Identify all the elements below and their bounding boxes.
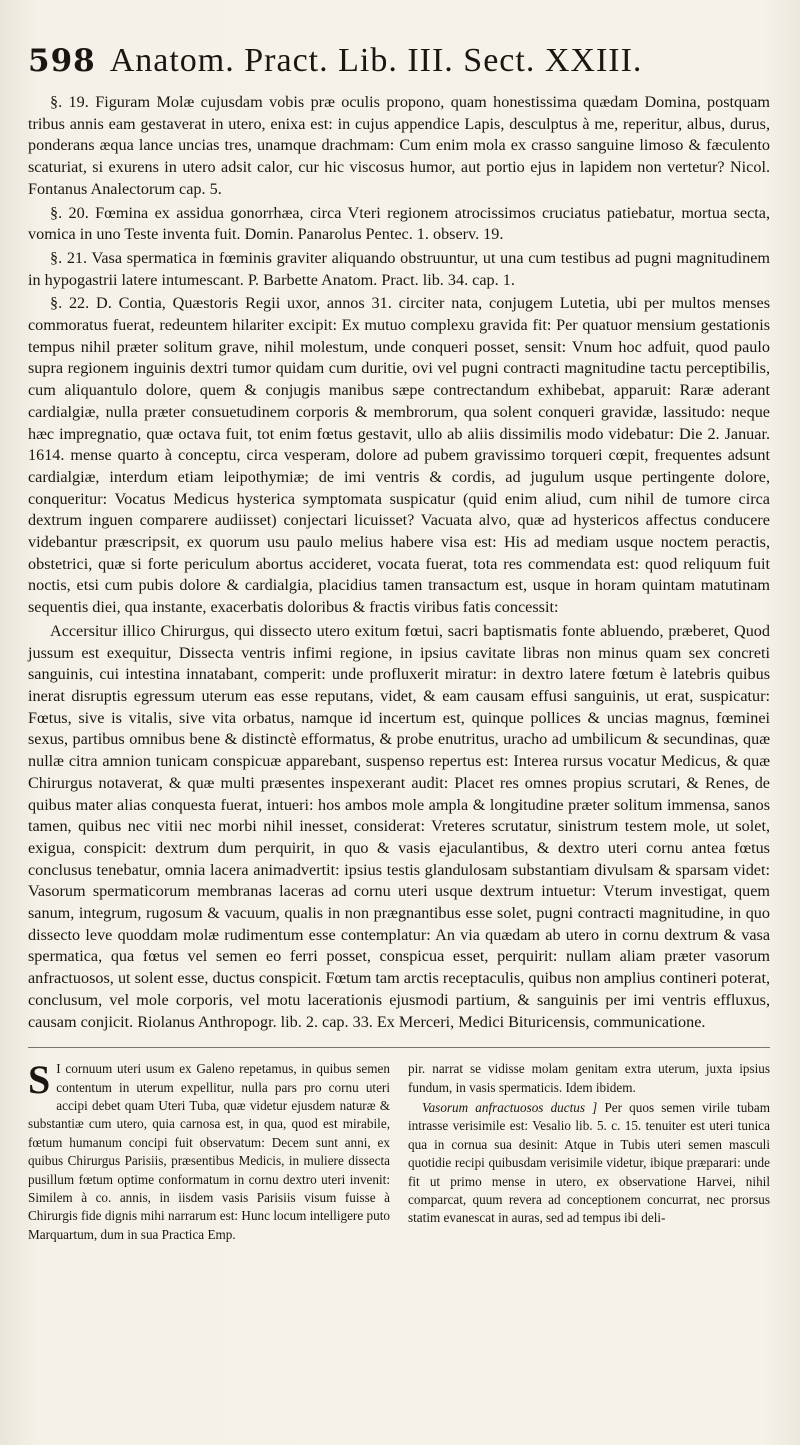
note-right-top: pir. narrat se vidisse molam genitam extra uterum, juxta ipsius fundum, in vasis spermaticis. Idem ibidem. bbox=[408, 1061, 770, 1095]
main-text bbox=[28, 92, 770, 1033]
paragraph-22: §. 22. D. Contia, Quæstoris Regii uxor, annos 31. circiter nata, conjugem Lutetia, ubi per multos menses commoratus fuerat, redeuntem hilariter excipit: Ex mutuo complexu gravida fit: Per quatuor mensium gestationis tempus nihil præter solitum grave, nihil molestum, unde conqueri posset, sensit: Vnum hoc adfuit, quod paulo supra regionem inguinis dextri tumor quidam cum duritie, ovi vel pugni contracti magnitudine tactu perceptibilis, cum aliquantulo dolore, quem & conjugis manibus sæpe contrectandum exhibebat, apparuit: Raræ aderant cardialgiæ, nulla præter consuetudinem corporis & membrorum, qua solent conqueri gravidæ, lassitudo: neque hæc impregnatio, quæ octava fuit, tot enim fœtus gestavit, ullo ab aliis dissimilis modo videbatur: Die 2. Januar. 1614. mense quarto à conceptu, circa vesperam, dolore ad pubem gravissimo torqueri cœpit, frequentes adsunt cardialgiæ, interdum etiam leipothymiæ; de imi ventris & cordis, ad jugulum usque pertingente dolore, conqueritur: Vocatus Medicus hysterica symptomata suspicatur (quid enim aliud, cum nihil de tumore circa dextrum inguen comparere audiisset) conjectari licuisset? Vacuata alvo, quæ ad hystericos affectus conducere videbantur præscripsit, ex quorum usu paulo melius habere visa est: His ad mediam usque noctem peractis, obstetrici, quæ si forte periculum abortus accideret, vocata fuerat, tota res commendata est: quod reliquum fuit noctis, etsi cum pubis dolore & cardialgia, placidius tamen transactum est, usque in horam quintam matutinam sequentis diei, qua instante, exacerbatis doloribus & fractis viribus fatis concessit: bbox=[28, 294, 770, 617]
note-right-text: Per quos semen virile tubam intrasse verisimile est: Vesalio lib. 5. c. 15. tenuiter est uteri tunica qua in cornua sua desinit: Atque in Tubis uteri semen masculi quotidie recipi quibusdam verisimile videtur, ibique præparari: unde fit ut primo mense in utero, ex observatione Harvei, nihil comparcat, quum revera ad conceptionem concurrat, nec prorsus statim evanescat in auras, sed ad tempus ibi deli- bbox=[408, 1100, 770, 1226]
divider-rule bbox=[28, 1047, 770, 1048]
commentary-notes bbox=[28, 1057, 770, 1244]
paragraph-21: §. 21. Vasa spermatica in fœminis graviter aliquando obstruuntur, ut una cum testibus ad pugni magnitudinem in hypogastrii latere intumescant. P. Barbette Anatom. Pract. lib. 34. cap. 1. bbox=[28, 248, 770, 289]
notes-left-column bbox=[28, 1057, 390, 1244]
note-left-text: I cornuum uteri usum ex Galeno repetamus, in quibus semen contentum in uterum expellitur, nulla pars pro cornu uteri accipi debet quam Uteri Tuba, quæ videtur ejusdem naturæ & substantiæ cum utero, quia carnosa est, in qua, quod est mirabile, fœtum humanum concipi fuit observatum: Decem sunt anni, ex quibus Chirurgus Parisiis, præsentibus Medicis, in muliere dissecta pusillum fœtum optime conformatum in cornu dextro uteri invenit: Similem à co. annis, in iisdem vasis Parisiis visum fuisse à Chirurgis fide dignis mihi narrarum est: Hunc locum intelligere puto Marquartum, dum in sua Practica Emp. bbox=[28, 1061, 390, 1242]
paragraph-19: §. 19. Figuram Molæ cujusdam vobis præ oculis propono, quam honestissima quædam Domina, postquam tribus annis eam gestaverat in utero, enixa est: in cujus appendice Lapis, desculptus à me, reperitur, albus, durus, ponderans æqua lance uncias tres, unamque drachmam: Cum enim mola ex crasso sanguine limoso & fæculento scaturiat, si exurens in utero adsit calor, cur hic viscosus humor, aut portio ejus in lapidem non vertetur? Nicol. Fontanus Analectorum cap. 5. bbox=[28, 93, 770, 198]
note-right bbox=[408, 1099, 770, 1228]
paragraph-20: §. 20. Fœmina ex assidua gonorrhæa, circa Vteri regionem atrocissimos cruciatus patiebatur, mortua secta, vomica in uno Teste inventa fuit. Domin. Panarolus Pentec. 1. observ. 19. bbox=[28, 203, 770, 244]
note-lemma: Vasorum anfractuosos ductus ] bbox=[422, 1100, 598, 1116]
note-left bbox=[28, 1057, 390, 1244]
page-number: 598 bbox=[28, 43, 96, 79]
drop-cap: S bbox=[28, 1057, 51, 1103]
page-header bbox=[28, 42, 770, 86]
notes-right-column bbox=[408, 1060, 770, 1244]
running-head: Anatom. Pract. Lib. III. Sect. XXIII. bbox=[109, 42, 643, 79]
paragraph-22-continued: Accersitur illico Chirurgus, qui dissecto utero exitum fœtui, sacri baptismatis fonte abluendo, præberet, Quod jussum est exequitur, Dissecta ventris infimi regione, in ipsius cavitate libras non minus quam sex concreti sanguinis, cui intestina innatabant, comperit: unde profluxerit miratur: in dextro latere fœtum è latebris quibus inerat disruptis egressum uterum eas esse reputans, videt, & eam causam effusi sanguinis, ut erat, suspicatur: Fœtus, sive is vitalis, sive vita orbatus, namque id incertum est, quinque pollices & uncias magnus, fœminei sexus, partibus omnibus bene & distinctè efformatus, & probe enutritus, uracho ad umbilicum & secundinas, quæ nullæ citra amnion tunicam conspicuæ apparebant, suspenso repertus est: Interea rursus vocatur Medicus, & quæ Chirurgus notaverat, & quæ multi præsentes inspexerant audit: Placet res omnes propius scrutari, & Renes, de quibus mater alias conquesta fuerat, intueri: hos ambos mole ampla & longitudine præter solitum immensa, sanos tamen, quibus nec vitii nec morbi nihil inesset, considerat: Vreteres scrutatur, sinistrum testem mole, ut solet, exigua, conspicit: dextrum dum perquirit, in quo & vasis ejaculantibus, & dextro uteri cornu antea fœtus conclusus tenebatur, omnia lacera animadvertit: ipsius testis glandulosam substantiam divulsam & sparsam videt: Vasorum spermaticorum membranas laceras ad cornu uteri usque dextrum intuetur: Vterum investigat, quem sanum, integrum, rugosum & vacuum, qualis in non prægnantibus esse solet, pugni contracti magnitudine, in quo dissecto leve quoddam molæ rudimentum esse contemplatur: An via quædam ab utero in cornu dextrum & vasa spermatica, qua fœtus vel semen eo ferri posset, conspicua esset, perquirit: nullam aliam præter vasorum anfractuosos, ut solent esse, ductus conspicit. Fœtum tam arctis receptaculis, quibus non amplius contineri poterat, conclusum, vel mole corporis, vel motu lacerationis ejusmodi partium, & sanguinis per imi ventris effluxus, causam conjicit. Riolanus Anthropogr. lib. 2. cap. 33. Ex Merceri, Medici Bituricensis, communicatione. bbox=[28, 621, 770, 1031]
